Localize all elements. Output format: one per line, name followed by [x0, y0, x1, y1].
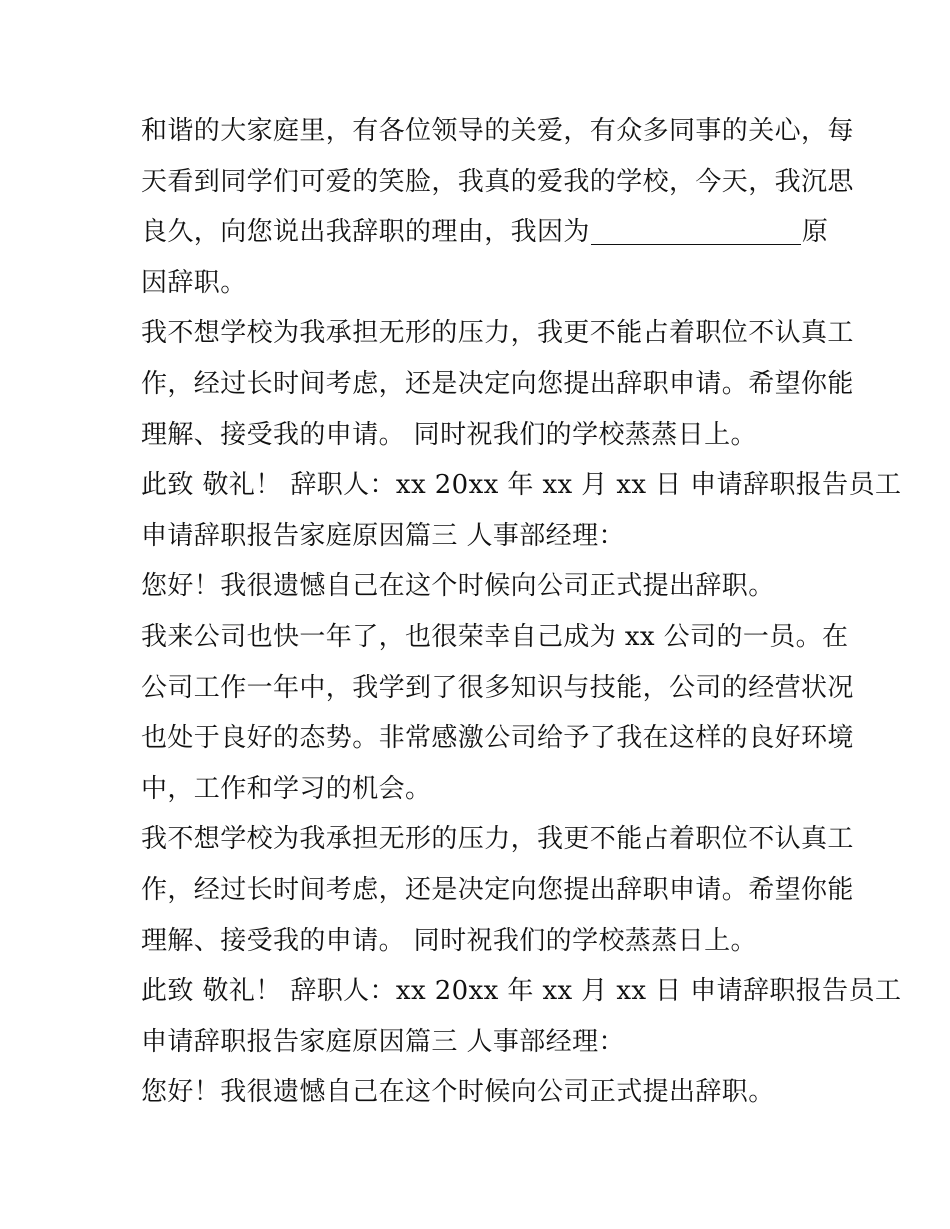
text-line: 理解、接受我的申请。 同时祝我们的学校蒸蒸日上。: [141, 925, 757, 956]
text-line: 和谐的大家庭里，有各位领导的关爱，有众多同事的关心，每: [141, 116, 854, 146]
document-body: [141, 106, 902, 1118]
text-line: 申请辞职报告家庭原因篇三 人事部经理：: [141, 1026, 625, 1057]
text-line: 也处于良好的态势。非常感激公司给予了我在这样的良好环境: [141, 723, 854, 754]
text-line: 作，经过长时间考虑，还是决定向您提出辞职申请。希望你能: [141, 368, 854, 399]
text-line: 此致 敬礼！ 辞职人：xx 20xx 年 xx 月 xx 日 申请辞职报告员工: [141, 976, 902, 1007]
text-line: 因辞职。: [141, 267, 247, 298]
text-line: 作，经过长时间考虑，还是决定向您提出辞职申请。希望你能: [141, 874, 854, 905]
text-fragment: 原: [801, 217, 829, 248]
text-line: 公司工作一年中，我学到了很多知识与技能，公司的经营状况: [141, 672, 854, 703]
text-line-with-blank: [141, 207, 829, 258]
text-line: 此致 敬礼！ 辞职人：xx 20xx 年 xx 月 xx 日 申请辞职报告员工: [141, 470, 902, 501]
text-fragment: 良久，向您说出我辞职的理由，我因为: [141, 217, 590, 248]
text-line: 中，工作和学习的机会。: [141, 773, 432, 804]
text-line: 您好！我很遗憾自己在这个时候向公司正式提出辞职。: [141, 571, 775, 602]
text-line: 您好！我很遗憾自己在这个时候向公司正式提出辞职。: [141, 1077, 775, 1108]
text-line: 天看到同学们可爱的笑脸，我真的爱我的学校，今天，我沉思: [141, 166, 854, 197]
text-line: 申请辞职报告家庭原因篇三 人事部经理：: [141, 520, 625, 551]
fill-in-blank: [591, 214, 801, 245]
text-line: 我不想学校为我承担无形的压力，我更不能占着职位不认真工: [141, 318, 854, 349]
text-line: 理解、接受我的申请。 同时祝我们的学校蒸蒸日上。: [141, 419, 757, 450]
text-line: 我来公司也快一年了，也很荣幸自己成为 xx 公司的一员。在: [141, 621, 849, 652]
text-line: 我不想学校为我承担无形的压力，我更不能占着职位不认真工: [141, 824, 854, 855]
